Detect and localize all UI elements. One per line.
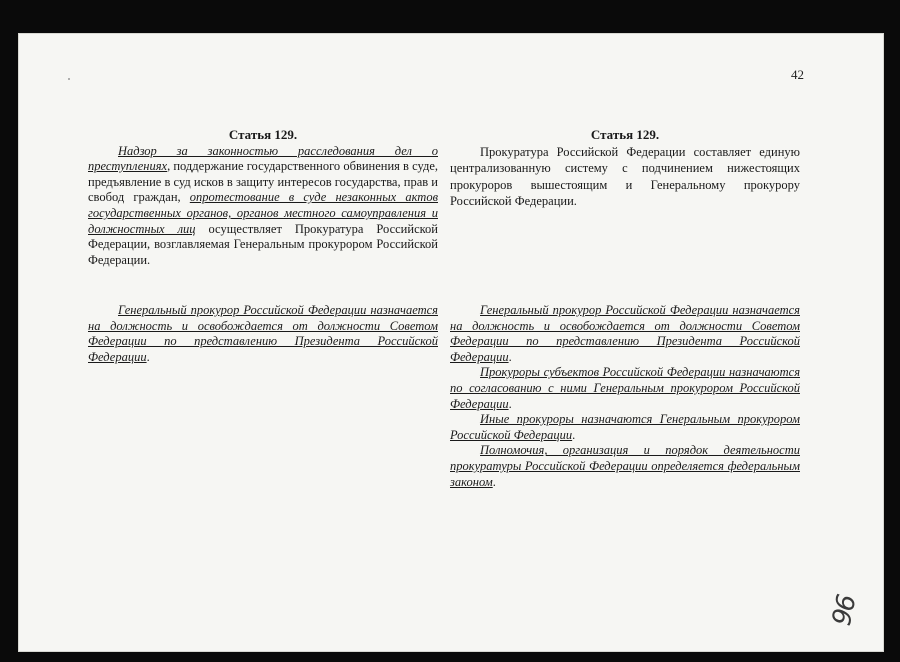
left-amendment-text: Генеральный прокурор Российской Федерации назначается на должность и освобождается от должности Советом Федерации по представлению Президента Российской Федерации (88, 303, 438, 364)
left-column (88, 127, 438, 268)
left-amendment-paragraph (88, 303, 438, 365)
right-article-paragraph: Прокуратура Российской Федерации составляет единую централизованную систему с подчинением нижестоящих прокуроров вышестоящим и Генеральному прокурору Российской Федерации. (450, 144, 800, 209)
left-amendment-end: . (146, 349, 150, 364)
right-amendment-p5-text: Полномочия, организация и порядок деятельности прокуратуры Российской Федерации определяется федеральным законом (450, 443, 800, 489)
left-inserted-text-a: Надзор за законностью расследования дел о преступлениях (88, 143, 438, 174)
page-number: 42 (791, 67, 804, 82)
left-plain-text-b: осуществляет Прокуратура Российской Федерации, возглавляемая Генеральным прокурором Российской Федерации. (88, 221, 438, 267)
speck-mark (68, 78, 70, 80)
right-amendment-p2-dot: . (508, 349, 512, 364)
handwritten-margin-note: 96 (826, 593, 863, 629)
left-plain-text-a: , поддержание государственного обвинения в суде, предъявление в суд исков в защиту интересов государства, прав и свобод граждан, (88, 159, 438, 205)
right-amendment-p2 (450, 303, 800, 365)
left-inserted-text-b: опротестование в суде незаконных актов государственных органов, органов местного самоуправления и должностных лиц (88, 190, 438, 236)
right-column (450, 127, 800, 210)
right-amendment-p3-text: Прокуроры субъектов Российской Федерации назначаются по согласованию с ними Генеральным прокурором Российской Федерации (450, 365, 800, 411)
right-article-heading: Статья 129. (590, 127, 660, 142)
right-column-amendments (450, 303, 800, 490)
right-amendment-p3 (450, 365, 800, 412)
left-column-amendment (88, 303, 438, 365)
right-amendment-p2-text: Генеральный прокурор Российской Федерации назначается на должность и освобождается от должности Советом Федерации по представлению Президента Российской Федерации (450, 303, 800, 364)
document-page (18, 33, 884, 652)
left-article-paragraph (88, 144, 438, 269)
left-article-heading: Статья 129. (228, 127, 298, 142)
right-amendment-p4-dot: . (572, 427, 576, 442)
right-amendment-p4-text: Иные прокуроры назначаются Генеральным прокурором Российской Федерации (450, 412, 800, 442)
right-amendment-p4 (450, 412, 800, 443)
right-amendment-p5 (450, 443, 800, 490)
right-amendment-p5-dot: . (492, 474, 496, 489)
right-amendment-p3-dot: . (508, 396, 512, 411)
